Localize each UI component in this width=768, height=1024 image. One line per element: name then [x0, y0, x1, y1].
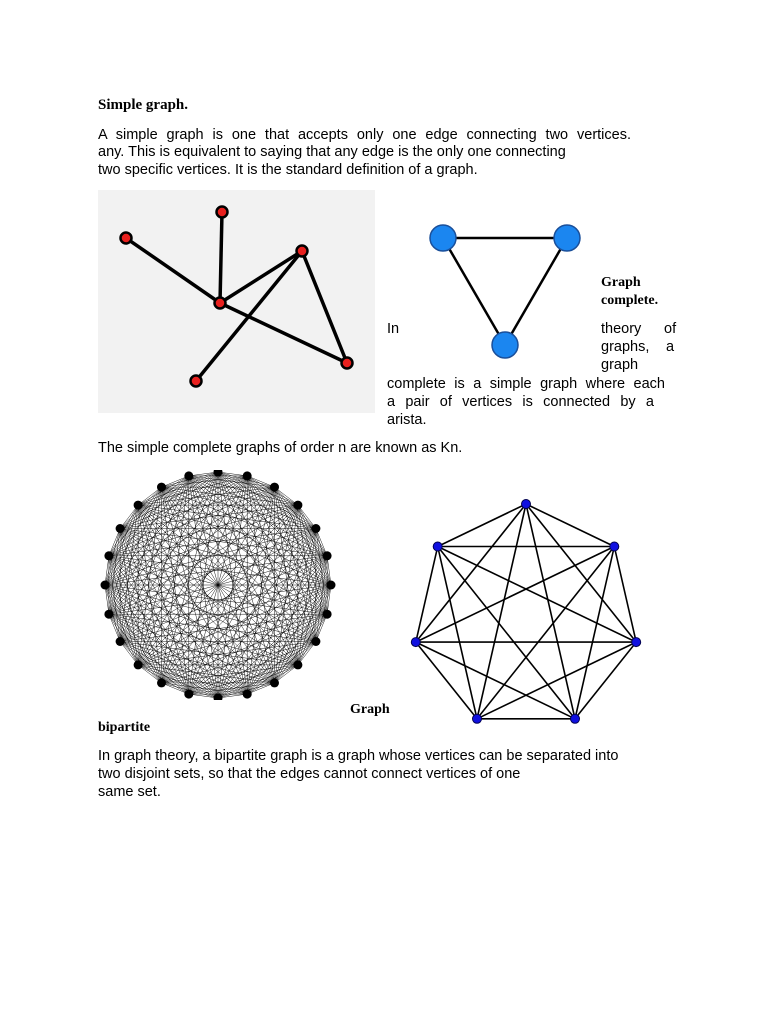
k24-vertex — [116, 637, 125, 646]
k7-edge — [526, 504, 575, 719]
simple-graph-line-2: any. This is equivalent to saying that any edge is the only one connecting — [98, 144, 566, 160]
k7-edge — [416, 547, 615, 643]
k7-edge — [477, 642, 636, 719]
simple-graph-vertex — [342, 358, 353, 369]
k7-vertex — [411, 638, 420, 647]
complete-text-a: a — [666, 339, 675, 355]
k24-vertex — [184, 690, 193, 699]
complete-text-line-5: a pair of vertices is connected by a — [387, 394, 654, 410]
k24-vertex — [327, 581, 336, 590]
k24-vertex — [214, 694, 223, 701]
k24-edge — [105, 505, 138, 585]
k24-graph-figure — [98, 470, 338, 700]
k7-vertex — [522, 500, 531, 509]
heading-complete-line-2: complete. — [601, 293, 659, 308]
complete-text-in: In — [387, 321, 400, 337]
heading-bipartite-line-1: Graph — [350, 702, 390, 717]
triangle-vertex — [554, 225, 580, 251]
simple-graph-line-3: two specific vertices. It is the standard definition of a graph. — [98, 162, 478, 178]
k24-vertex — [104, 551, 113, 560]
simple-graph-background — [98, 190, 375, 413]
bipartite-line-2: two disjoint sets, so that the edges cannot connect vertices of one — [98, 766, 521, 782]
triangle-vertex — [430, 225, 456, 251]
k7-graph-figure — [400, 494, 650, 730]
k24-vertex — [184, 471, 193, 480]
k7-edge — [526, 504, 614, 547]
k24-edge — [109, 505, 138, 614]
k24-vertex — [270, 483, 279, 492]
complete-text-graphs: graphs, — [601, 339, 650, 355]
k7-vertex — [610, 542, 619, 551]
k7-edge — [438, 504, 526, 547]
bipartite-line-3: same set. — [98, 784, 161, 800]
k7-edge — [416, 642, 575, 719]
k24-vertex — [134, 660, 143, 669]
k24-vertex — [311, 637, 320, 646]
k24-edge — [218, 665, 298, 698]
k24-edge — [109, 556, 138, 665]
k24-vertex — [157, 678, 166, 687]
complete-text-line-4: complete is a simple graph where each — [387, 376, 665, 392]
k24-vertex — [323, 610, 332, 619]
k24-vertex — [157, 483, 166, 492]
simple-graph-vertex — [297, 246, 308, 257]
simple-graph-edge — [220, 212, 222, 303]
simple-graph-figure — [98, 190, 375, 413]
k24-vertex — [243, 690, 252, 699]
complete-text-line-6: arista. — [387, 412, 427, 428]
k24-edge — [138, 665, 218, 698]
k7-edge — [438, 547, 637, 643]
simple-graph-vertex — [215, 298, 226, 309]
kn-sentence: The simple complete graphs of order n are known as Kn. — [98, 440, 463, 456]
k24-vertex — [116, 524, 125, 533]
k24-edge — [218, 472, 298, 505]
triangle-graph-figure — [425, 220, 585, 360]
bipartite-line-1: In graph theory, a bipartite graph is a graph whose vertices can be separated into — [98, 748, 619, 764]
k24-vertex — [101, 581, 110, 590]
heading-bipartite-line-2: bipartite — [98, 720, 151, 735]
k24-edge — [105, 585, 138, 665]
k7-vertex — [473, 714, 482, 723]
k7-edge — [477, 547, 614, 719]
k7-edge — [477, 504, 526, 719]
k24-vertex — [243, 471, 252, 480]
k24-vertex — [134, 501, 143, 510]
k24-vertex — [293, 501, 302, 510]
simple-graph-vertex — [121, 233, 132, 244]
k24-vertex — [270, 678, 279, 687]
k24-edge — [298, 585, 331, 665]
simple-graph-line-1: A simple graph is one that accepts only one edge connecting two vertices. — [98, 127, 631, 143]
simple-graph-vertex — [217, 207, 228, 218]
heading-complete-line-1: Graph — [601, 275, 641, 290]
k24-edge — [138, 472, 218, 505]
k24-edge — [298, 505, 331, 585]
k7-edge — [438, 547, 575, 719]
triangle-vertex — [492, 332, 518, 358]
k24-edge — [138, 665, 247, 694]
k7-vertex — [433, 542, 442, 551]
complete-text-graph: graph — [601, 357, 639, 373]
triangle-edge — [443, 238, 505, 345]
k7-vertex — [571, 714, 580, 723]
k24-edge — [189, 476, 298, 505]
k7-vertex — [632, 638, 641, 647]
k24-vertex — [311, 524, 320, 533]
triangle-edge — [505, 238, 567, 345]
simple-graph-vertex — [191, 376, 202, 387]
complete-text-theory: theory — [601, 321, 642, 337]
k24-vertex — [323, 551, 332, 560]
k24-vertex — [214, 470, 223, 477]
k24-vertex — [293, 660, 302, 669]
complete-text-of: of — [664, 321, 677, 337]
heading-simple-graph: Simple graph. — [98, 97, 189, 113]
k24-vertex — [104, 610, 113, 619]
